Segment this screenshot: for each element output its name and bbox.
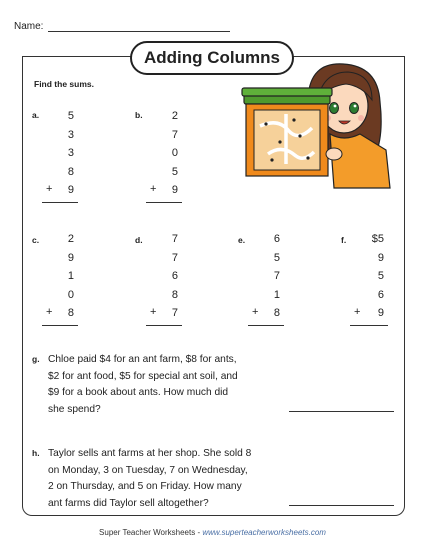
addend: 5 xyxy=(171,165,178,178)
problem-label: c. xyxy=(32,235,40,245)
footer-site-name: Super Teacher Worksheets xyxy=(99,528,196,537)
word-problem-line: ant farms did Taylor sell altogether? xyxy=(48,497,209,509)
problem-label: f. xyxy=(341,235,347,245)
name-label: Name: xyxy=(14,21,44,32)
problem-label: h. xyxy=(32,448,40,458)
addend: 6 xyxy=(273,233,280,245)
addend: 9 xyxy=(67,251,74,264)
addend: 1 xyxy=(273,288,280,301)
addend: 7 xyxy=(273,270,280,282)
word-problem-text xyxy=(48,446,308,512)
word-problem-line: $9 for a book about ants. How much did xyxy=(48,387,229,398)
addend: 3 xyxy=(67,147,74,159)
problem-label: d. xyxy=(135,235,143,245)
answer-line[interactable] xyxy=(289,505,394,506)
plus-sign: + xyxy=(46,183,53,195)
sum-line[interactable] xyxy=(42,325,78,326)
addend: 9 xyxy=(377,307,384,319)
instructions: Find the sums. xyxy=(34,79,94,89)
addend: 0 xyxy=(67,288,74,301)
addend: 5 xyxy=(377,270,384,282)
word-problem-line: she spend? xyxy=(48,403,101,415)
word-problem-line: $2 for ant food, $5 for special ant soil, and xyxy=(48,370,238,382)
answer-line[interactable] xyxy=(289,411,394,412)
word-problem-line: 2 on Thursday, and 5 on Friday. How many xyxy=(48,481,242,492)
plus-sign: + xyxy=(252,306,259,318)
sum-line[interactable] xyxy=(42,202,78,203)
addend: 5 xyxy=(67,110,74,122)
problem-label: g. xyxy=(32,354,40,364)
addend: 7 xyxy=(171,233,178,245)
footer-separator: - xyxy=(195,528,203,537)
sum-line[interactable] xyxy=(350,325,388,326)
girl-with-ant-farm-illustration xyxy=(238,58,398,194)
addend: 7 xyxy=(171,128,178,141)
word-problem-line: on Monday, 3 on Tuesday, 7 on Wednesday, xyxy=(48,464,248,476)
plus-sign: + xyxy=(150,183,157,195)
addend: 9 xyxy=(171,184,178,196)
footer-url[interactable]: www.superteacherworksheets.com xyxy=(202,528,326,537)
problem-label: a. xyxy=(32,110,40,120)
addend: $5 xyxy=(371,233,384,245)
problem-label: e. xyxy=(238,235,246,245)
sum-line[interactable] xyxy=(248,325,284,326)
name-line[interactable] xyxy=(48,31,230,32)
addend: 8 xyxy=(273,307,280,319)
addend: 7 xyxy=(171,251,178,264)
addend: 2 xyxy=(67,233,74,245)
plus-sign: + xyxy=(354,306,361,318)
addend: 9 xyxy=(67,184,74,196)
addend: 1 xyxy=(67,270,74,282)
word-problem-text xyxy=(48,352,308,418)
addend: 6 xyxy=(171,270,178,282)
word-problem-line: Chloe paid $4 for an ant farm, $8 for ants, xyxy=(48,354,237,365)
word-problem-line: Taylor sells ant farms at her shop. She sold 8 xyxy=(48,448,252,459)
footer xyxy=(0,528,425,537)
addend: 8 xyxy=(67,165,74,178)
addend: 8 xyxy=(171,288,178,301)
addend: 7 xyxy=(171,307,178,319)
addend: 6 xyxy=(377,288,384,301)
addend: 9 xyxy=(377,251,384,264)
addend: 0 xyxy=(171,147,178,159)
plus-sign: + xyxy=(46,306,53,318)
sum-line[interactable] xyxy=(146,325,182,326)
addend: 3 xyxy=(67,128,74,141)
page-title: Adding Columns xyxy=(130,41,294,75)
plus-sign: + xyxy=(150,306,157,318)
sum-line[interactable] xyxy=(146,202,182,203)
addend: 8 xyxy=(67,307,74,319)
addend: 5 xyxy=(273,251,280,264)
addend: 2 xyxy=(171,110,178,122)
problem-label: b. xyxy=(135,110,143,120)
